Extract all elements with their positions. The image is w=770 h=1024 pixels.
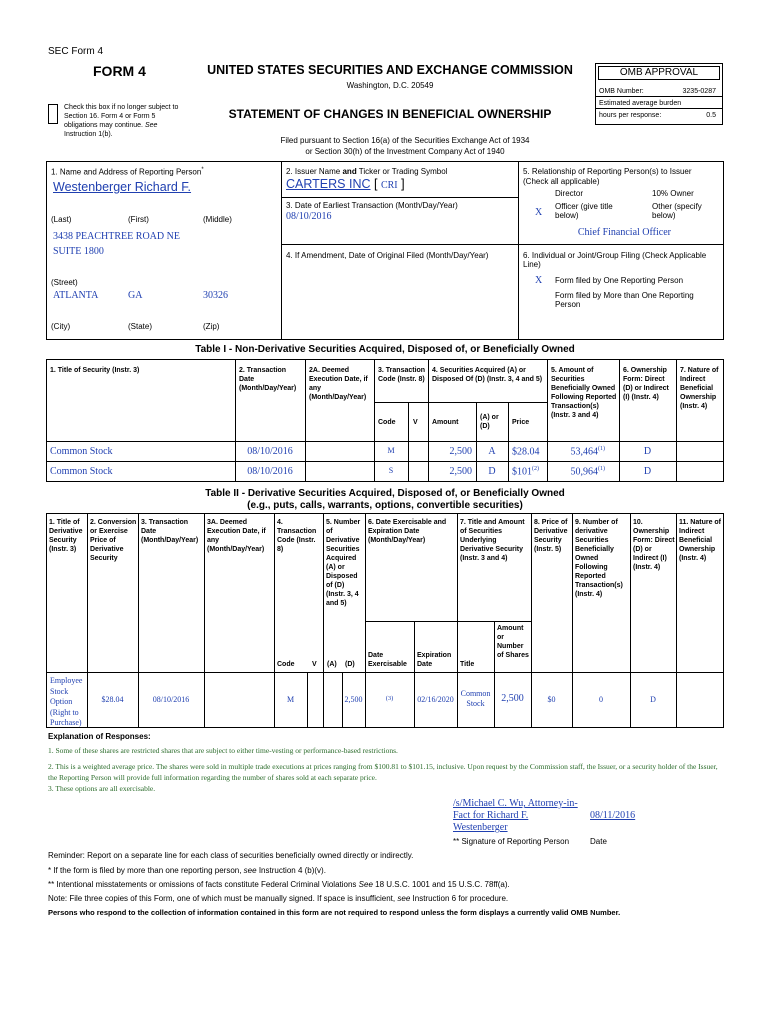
omb-number-label: OMB Number:	[599, 88, 644, 95]
t2-row-code: M	[286, 695, 295, 704]
one-person-check-mark[interactable]: X	[535, 275, 543, 286]
one-person-option[interactable]: Form filed by One Reporting Person	[555, 276, 684, 285]
checkbox-text: Check this box if no longer subject to Section 16. Form 4 or Form 5 obligations may continue. See Instruction 1(b).	[64, 104, 179, 138]
t2-header-code: 4. Transaction Code (Instr. 8)	[277, 519, 317, 553]
t1-header-ownership-form: 6. Ownership Form: Direct (D) or Indirect (I) (Instr. 4)	[623, 367, 669, 401]
t2-row-owned: 0	[599, 695, 603, 704]
omb-number-value: 3235-0287	[682, 88, 716, 95]
t2-subheader-a: (A)	[327, 661, 337, 668]
t1-subheader-v: V	[413, 419, 418, 426]
no-longer-subject-checkbox[interactable]	[48, 104, 58, 124]
t2-header-owned: 9. Number of derivative Securities Beneficially Owned Following Reported Transaction(s) (Instr. 4)	[575, 519, 623, 598]
t2-row-form: D	[650, 695, 656, 704]
t2-row-exercisable: (3)	[385, 695, 394, 702]
t2-header-form: 10. Ownership Form: Direct (D) or Indirect (I) (Instr. 4)	[633, 519, 675, 571]
sec-form-label: SEC Form 4	[48, 46, 104, 57]
footnote-3: 3. These options are all exercisable.	[48, 784, 156, 793]
omb-hours-label: hours per response:	[599, 112, 662, 119]
t1-row1-form: D	[643, 446, 652, 457]
t1-row1-aord: A	[488, 446, 496, 457]
t1-header-title: 1. Title of Security (Instr. 3)	[50, 367, 140, 374]
more-persons-option[interactable]: Form filed by More than One Reporting Person	[555, 291, 694, 309]
t1-row2-amount: 2,500	[449, 466, 472, 477]
t1-header-securities: 4. Securities Acquired (A) or Disposed Of (D) (Instr. 3, 4 and 5)	[432, 367, 543, 383]
issuer-label: 2. Issuer Name and Ticker or Trading Symbol	[286, 167, 448, 176]
t2-row-expiration: 02/16/2020	[417, 695, 454, 704]
t1-row1-price: $28.04	[512, 446, 540, 458]
omb-burden-label: Estimated average burden	[599, 100, 682, 107]
t2-row-deriv-price: $0	[547, 695, 556, 704]
t1-header-nature: 7. Nature of Indirect Beneficial Ownership (Instr. 4)	[680, 367, 719, 410]
signature-date: 08/11/2016	[590, 810, 636, 821]
t1-row2-code: S	[388, 466, 394, 475]
t2-row-d: 2,500	[344, 695, 363, 704]
t2-subheader-shares: Amount or Number of Shares	[497, 625, 529, 659]
issuer-name[interactable]: CARTERS INC	[286, 177, 371, 191]
t2-row-underlying: Common Stock	[460, 689, 491, 708]
t2-header-conversion: 2. Conversion or Exercise Price of Derivative Security	[90, 519, 137, 562]
filed-pursuant-line2: or Section 30(h) of the Investment Company Act of 1940	[305, 147, 505, 156]
city-label: (City)	[51, 322, 71, 331]
street-line1: 3438 PEACHTREE ROAD NE	[53, 231, 180, 242]
omb-hours-value: 0.5	[706, 112, 716, 119]
omb-title: OMB APPROVAL	[598, 66, 720, 80]
reporting-person-name[interactable]: Westenberger Richard F.	[53, 180, 192, 194]
reminder-note: Reminder: Report on a separate line for each class of securities beneficially owned directly or indirectly.	[48, 851, 414, 860]
t2-header-price: 8. Price of Derivative Security (Instr. 5)	[534, 519, 568, 553]
t2-row-price: $28.04	[101, 695, 124, 704]
ten-percent-option[interactable]: 10% Owner	[652, 189, 694, 198]
t1-subheader-code: Code	[378, 419, 396, 426]
t2-subheader-title: Title	[460, 661, 475, 668]
signature-name: /s/Michael C. Wu, Attorney-in-Fact for Richard F. Westenberger	[453, 798, 578, 833]
t2-header-title: 1. Title of Derivative Security (Instr. 3)	[49, 519, 83, 553]
footer-note-2: ** Intentional misstatements or omissions of facts constitute Federal Criminal Violations See 18 U.S.C. 1001 and 15 U.S.C. 78ff(a).	[48, 880, 510, 889]
zip-label: (Zip)	[203, 322, 220, 331]
city-value: ATLANTA	[53, 290, 99, 301]
officer-title: Chief Financial Officer	[577, 227, 671, 238]
footer-note-4: Persons who respond to the collection of information contained in this form are not required to respond unless the form displays a currently valid OMB Number.	[48, 908, 621, 917]
director-option[interactable]: Director	[555, 189, 584, 198]
zip-value: 30326	[203, 290, 228, 301]
last-label: (Last)	[51, 215, 72, 224]
footer-note-3: Note: File three copies of this Form, one of which must be manually signed. If space is insufficient, see Instruction 6 for procedure.	[48, 894, 509, 903]
t2-header-exercisable: 6. Date Exercisable and Expiration Date (Month/Day/Year)	[368, 519, 447, 544]
omb-approval-box	[595, 63, 723, 125]
t2-row-title: Employee Stock Option (Right to Purchase)	[50, 676, 83, 727]
table1-title: Table I - Non-Derivative Securities Acquired, Disposed of, or Beneficially Owned	[195, 344, 575, 355]
t2-subheader-expiration: Expiration Date	[417, 652, 452, 668]
statement-title: STATEMENT OF CHANGES IN BENEFICIAL OWNERSHIP	[228, 107, 552, 121]
state-label: (State)	[128, 322, 153, 331]
t1-row2-form: D	[643, 466, 652, 477]
reporting-person-label: 1. Name and Address of Reporting Person*	[51, 167, 204, 177]
t1-header-date: 2. Transaction Date (Month/Day/Year)	[239, 367, 297, 392]
issuer-name-ticker: CARTERS INC [ CRI ]	[286, 177, 405, 191]
t1-subheader-price: Price	[512, 419, 530, 426]
agency-address: Washington, D.C. 20549	[346, 81, 434, 90]
officer-option[interactable]: Officer (give title below)	[555, 202, 613, 220]
t2-header-date: 3. Transaction Date (Month/Day/Year)	[141, 519, 199, 544]
t1-row2-date: 08/10/2016	[247, 466, 293, 477]
street-label: (Street)	[51, 278, 78, 287]
form-title: FORM 4	[93, 63, 146, 79]
t2-header-number: 5. Number of Derivative Securities Acquired (A) or Disposed of (D) (Instr. 3, 4 and 5)	[326, 519, 361, 607]
t2-subheader-date-exercisable: Date Exercisable	[368, 652, 407, 668]
table2-subtitle: (e.g., puts, calls, warrants, options, convertible securities)	[247, 500, 523, 511]
t1-header-code: 3. Transaction Code (Instr. 8)	[378, 367, 426, 383]
t2-subheader-v: V	[312, 661, 317, 668]
agency-title: UNITED STATES SECURITIES AND EXCHANGE COMMISSION	[207, 63, 573, 77]
filed-pursuant-line1: Filed pursuant to Section 16(a) of the Securities Exchange Act of 1934	[280, 136, 530, 145]
t1-row2-owned: 50,964$^{(1)}$	[570, 466, 605, 478]
explanation-title: Explanation of Responses:	[48, 732, 151, 741]
t2-row-shares: 2,500	[501, 693, 524, 704]
filing-label: 6. Individual or Joint/Group Filing (Check Applicable Line)	[523, 251, 707, 269]
earliest-transaction-label: 3. Date of Earliest Transaction (Month/Day/Year)	[286, 201, 458, 210]
check-all-label: (Check all applicable)	[523, 177, 600, 186]
table2-title: Table II - Derivative Securities Acquired, Disposed of, or Beneficially Owned	[205, 488, 565, 499]
t1-row1-date: 08/10/2016	[247, 446, 293, 457]
middle-label: (Middle)	[203, 215, 232, 224]
t1-subheader-amount: Amount	[432, 419, 459, 426]
officer-check-mark[interactable]: X	[535, 207, 543, 218]
street-line2: SUITE 1800	[53, 246, 104, 257]
t1-row2-aord: D	[488, 466, 496, 477]
t2-subheader-code: Code	[277, 661, 295, 668]
t2-row-date: 08/10/2016	[152, 695, 190, 704]
t1-header-deemed: 2A. Deemed Execution Date, if any (Month/Day/Year)	[309, 367, 368, 401]
issuer-ticker: CRI	[380, 180, 398, 191]
t2-header-underlying: 7. Title and Amount of Securities Underlying Derivative Security (Instr. 3 and 4)	[460, 519, 525, 562]
signature-date-label: Date	[590, 837, 607, 846]
t1-row2-price: $101$^{(2)}$	[512, 466, 539, 478]
t1-row2-title: Common Stock	[50, 466, 113, 477]
t1-row1-owned: 53,464$^{(1)}$	[570, 446, 605, 458]
footnote-2: 2. This is a weighted average price. The shares were sold in multiple trade executions at prices ranging from $100.81 to $101.15, inclusive. Upon request by the Commission staff, the Issuer, or a security holder of the Issuer, the Reporting Person will provide full information regarding the number of shares sold at each separate price.	[48, 762, 718, 782]
state-value: GA	[128, 290, 143, 301]
t1-subheader-aord: (A) or (D)	[480, 414, 499, 430]
footnote-1: 1. Some of these shares are restricted shares that are subject to either time-vesting or performance-based restrictions.	[48, 746, 398, 755]
amendment-label: 4. If Amendment, Date of Original Filed (Month/Day/Year)	[286, 251, 489, 260]
t2-header-deemed: 3A. Deemed Execution Date, if any (Month/Day/Year)	[207, 519, 266, 553]
t1-row1-code: M	[387, 446, 395, 455]
other-option[interactable]: Other (specify below)	[652, 202, 702, 220]
t1-row1-title: Common Stock	[50, 446, 113, 457]
earliest-transaction-date: 08/10/2016	[286, 211, 332, 222]
relationship-label: 5. Relationship of Reporting Person(s) to Issuer	[523, 167, 692, 176]
t2-header-nature: 11. Nature of Indirect Beneficial Ownership (Instr. 4)	[679, 519, 722, 562]
t1-header-amount-owned: 5. Amount of Securities Beneficially Owned Following Reported Transaction(s) (Instr. 3 and 4)	[551, 367, 617, 419]
t2-subheader-d: (D)	[345, 661, 355, 668]
t1-row1-amount: 2,500	[449, 446, 472, 457]
first-label: (First)	[128, 215, 149, 224]
signature-label: ** Signature of Reporting Person	[453, 837, 570, 846]
footer-note-1: * If the form is filed by more than one reporting person, see Instruction 4 (b)(v).	[48, 866, 326, 875]
